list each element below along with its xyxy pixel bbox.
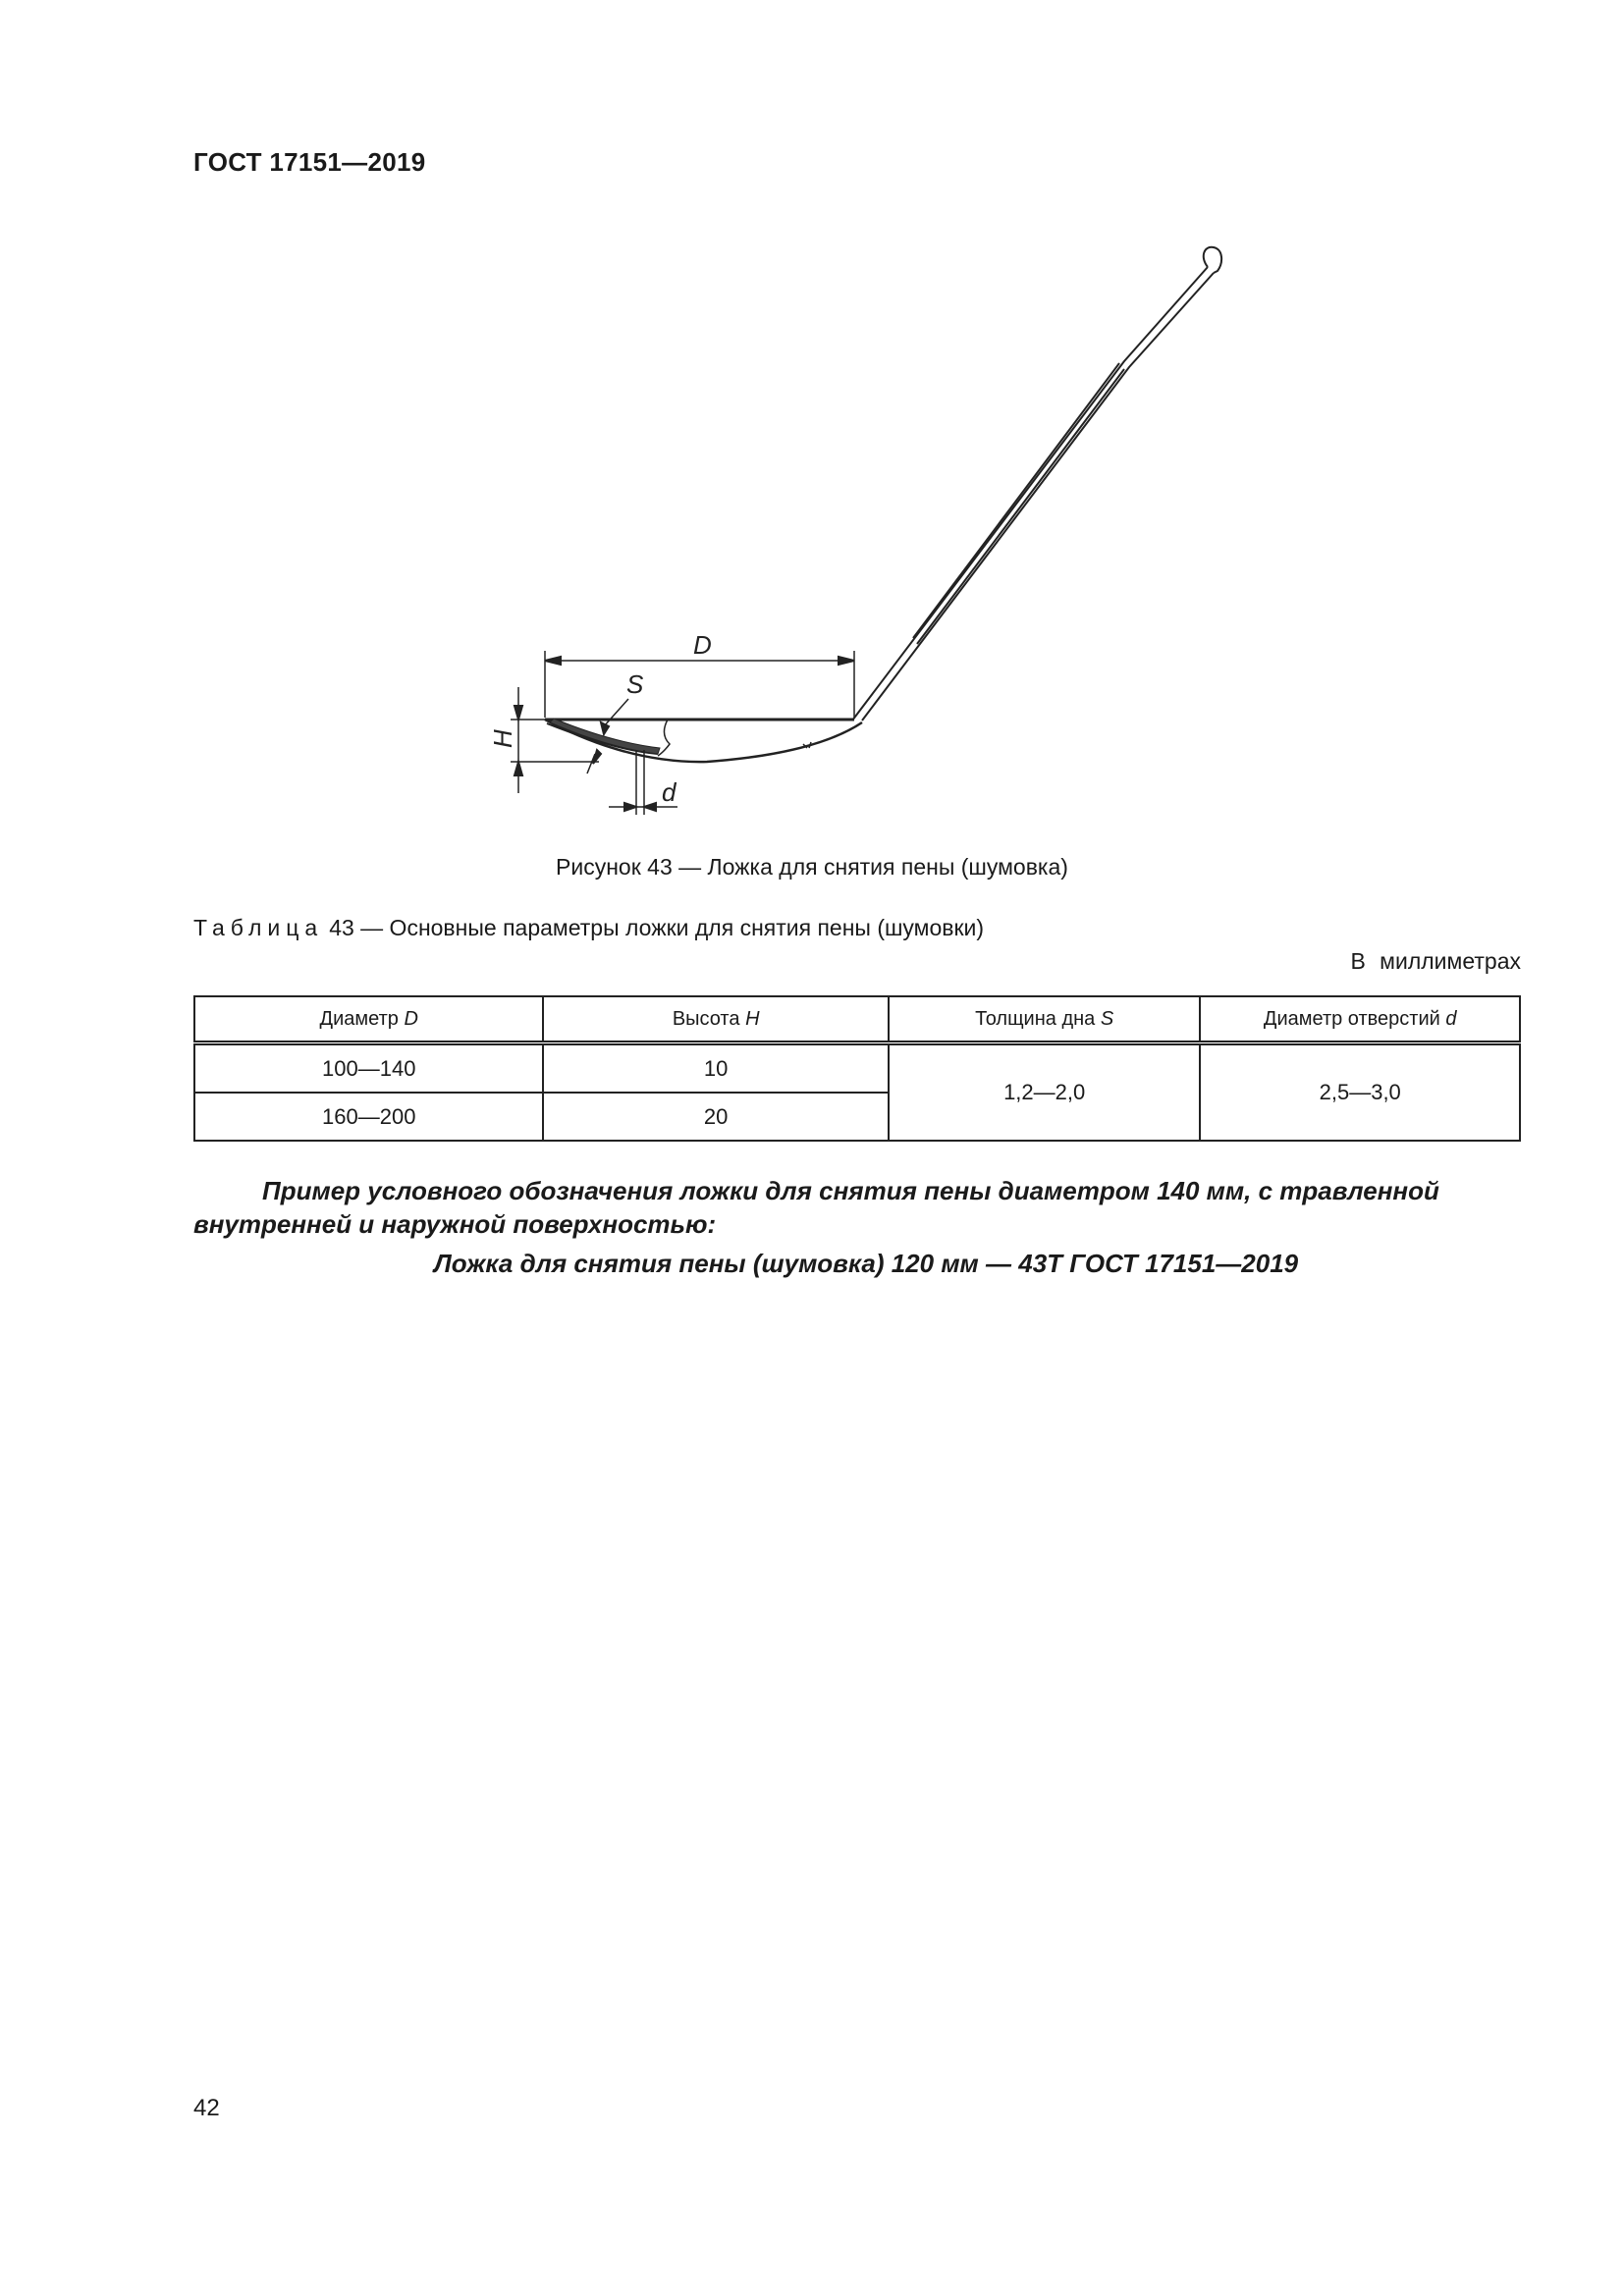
cell-height: 20 bbox=[543, 1093, 888, 1141]
table-row bbox=[194, 1043, 1520, 1094]
dim-d-arrow-1 bbox=[624, 803, 636, 811]
handle-strip bbox=[913, 363, 1119, 638]
handle-outline-inner bbox=[862, 273, 1214, 721]
handle-strip-2 bbox=[917, 369, 1124, 644]
label-H: H bbox=[488, 729, 517, 748]
label-d: d bbox=[662, 777, 677, 807]
dim-S-leader bbox=[604, 699, 628, 726]
units-note: В миллиметрах bbox=[1350, 948, 1521, 974]
header-thickness: Толщина дна S bbox=[889, 996, 1201, 1043]
cell-hole-diameter: 2,5—3,0 bbox=[1200, 1043, 1520, 1142]
cell-thickness: 1,2—2,0 bbox=[889, 1043, 1201, 1142]
cell-height: 10 bbox=[543, 1043, 888, 1094]
skimmer-drawing bbox=[0, 0, 1624, 883]
figure-caption: Рисунок 43 — Ложка для снятия пены (шумовка) bbox=[556, 854, 1068, 880]
parameters-table bbox=[193, 995, 1521, 1142]
dim-d-arrow-2 bbox=[644, 803, 656, 811]
table-title-prefix: Таблица bbox=[193, 915, 324, 940]
header-diameter: Диаметр D bbox=[194, 996, 543, 1043]
document-header: ГОСТ 17151—2019 bbox=[193, 147, 426, 177]
table-title-text: 43 — Основные параметры ложки для снятия пены (шумовки) bbox=[329, 915, 985, 940]
table-header-row bbox=[194, 996, 1520, 1043]
designation-example: Ложка для снятия пены (шумовка) 120 мм — 43Т ГОСТ 17151—2019 bbox=[433, 1249, 1299, 1278]
table-title bbox=[193, 915, 984, 941]
dim-H-arrow-bottom bbox=[514, 762, 522, 775]
page-number: 42 bbox=[193, 2095, 220, 2121]
break-line bbox=[658, 720, 670, 756]
dim-H-arrow-top bbox=[514, 706, 522, 720]
designation-example-text: Пример условного обозначения ложки для снятия пены диаметром 140 мм, с травленной внутренней и наружной поверхностью: bbox=[193, 1176, 1439, 1239]
header-hole-diameter: Диаметр отверстий d bbox=[1200, 996, 1520, 1043]
dim-D-arrow-right bbox=[839, 657, 854, 665]
dim-D-arrow-left bbox=[545, 657, 561, 665]
cell-diameter: 100—140 bbox=[194, 1043, 543, 1094]
label-D: D bbox=[693, 630, 712, 660]
dim-S-arrow bbox=[601, 722, 609, 734]
cell-diameter: 160—200 bbox=[194, 1093, 543, 1141]
header-height: Высота H bbox=[543, 996, 888, 1043]
label-S: S bbox=[626, 669, 644, 699]
